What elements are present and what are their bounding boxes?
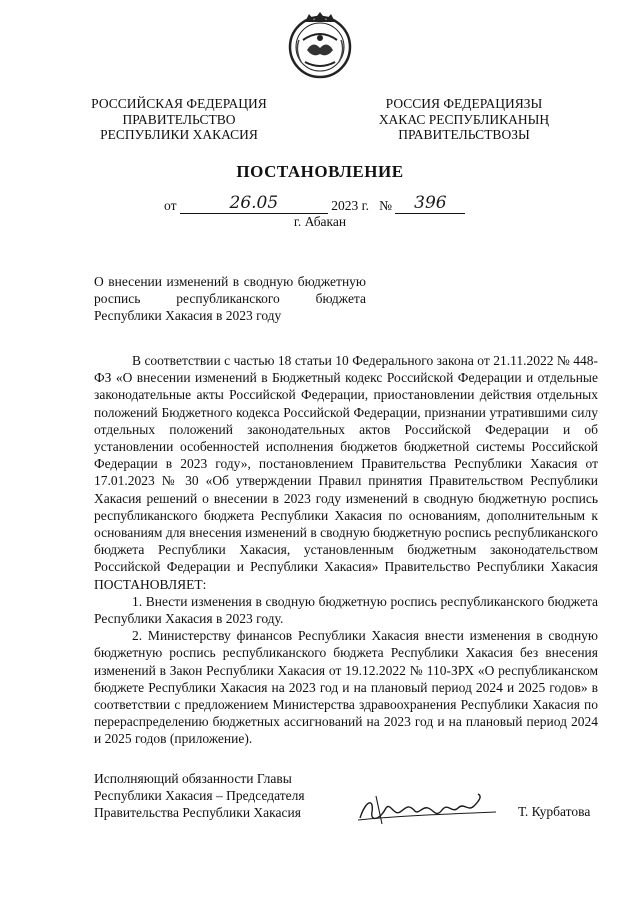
date-prefix: от	[164, 198, 177, 213]
number-field	[395, 193, 465, 214]
subject-text: О внесении изменений в сводную бюджетную роспись республиканского бюджета Республики Хакасия в 2023 году	[94, 274, 366, 323]
body-paragraph: 1. Внести изменения в сводную бюджетную роспись республиканского бюджета Республики Хакасия в 2023 году.	[94, 593, 598, 627]
header-right	[360, 96, 568, 143]
handwritten-signature	[356, 790, 506, 830]
body-paragraph: 2. Министерству финансов Республики Хакасия внести изменения в сводную бюджетную роспись республиканского бюджета Республики Хакасия без внесения изменений в Закон Республики Хакасия от 19.12.2022 № 110-ЗРХ «О республиканском бюджете Республики Хакасия на 2023 год и на плановый период 2024 и 2025 годов» в соответствии с предложением Министерства здравоохранения Республики Хакасия по перераспределению бюджетных ассигнований на 2023 год и на плановый период 2024 и 2025 годов (приложение).	[94, 628, 598, 747]
document-body	[94, 352, 598, 748]
subject-block	[94, 273, 366, 324]
header-left	[74, 96, 284, 143]
handwritten-date: 26.05	[229, 193, 279, 213]
position-line: Исполняющий обязанности Главы	[94, 771, 292, 786]
document-title: ПОСТАНОВЛЕНИЕ	[236, 162, 404, 181]
date-number-line	[164, 193, 465, 214]
position-line: Республики Хакасия – Председателя	[94, 788, 305, 803]
header-left-line: РОССИЙСКАЯ ФЕДЕРАЦИЯ	[91, 96, 267, 111]
signer-name: Т. Курбатова	[518, 804, 591, 819]
header-left-line: ПРАВИТЕЛЬСТВО	[122, 111, 236, 127]
signatory-position	[94, 770, 305, 821]
handwritten-number: 396	[414, 193, 447, 213]
body-paragraph: В соответствии с частью 18 статьи 10 Федерального закона от 21.11.2022 № 448-ФЗ «О внесении изменений в Бюджетный кодекс Российской Федерации и отдельные законодательные акты Российской Федерации, приостановлении действия отдельных положений Бюджетного кодекса Российской Федерации, признании утратившими силу отдельных положений законодательных актов Российской Федерации и об установлении особенностей исполнения бюджетов бюджетной системы Российской Федерации в 2023 году», постановлением Правительства Республики Хакасия от 17.01.2023 № 30 «Об утверждении Правил принятия Правительством Республики Хакасия решений о внесении в 2023 году изменений в сводную бюджетную роспись республиканского бюджета Республики Хакасия по основаниям, дополнительным к основаниям для внесения изменений в сводную бюджетную роспись республиканского бюджета Республики Хакасия, установленным бюджетным законодательством Российской Федерации и Республики Хакасия» Правительство Республики Хакасия ПОСТАНОВЛЯЕТ:	[94, 353, 598, 592]
position-line: Правительства Республики Хакасия	[94, 805, 301, 820]
number-sign: №	[379, 198, 393, 213]
date-field	[180, 193, 328, 214]
khakassia-coat-of-arms-icon	[285, 10, 355, 80]
header-right-line: ХАКАС РЕСПУБЛИКАНЫҢ	[378, 111, 550, 127]
header-right-line: РОССИЯ ФЕДЕРАЦИЯЗЫ	[385, 96, 543, 111]
header-right-line: ПРАВИТЕЛЬСТВОЗЫ	[398, 127, 530, 142]
city-label: г. Абакан	[293, 214, 347, 229]
header-left-line: РЕСПУБЛИКИ ХАКАСИЯ	[100, 127, 258, 142]
year-label: 2023 г.	[331, 198, 369, 213]
